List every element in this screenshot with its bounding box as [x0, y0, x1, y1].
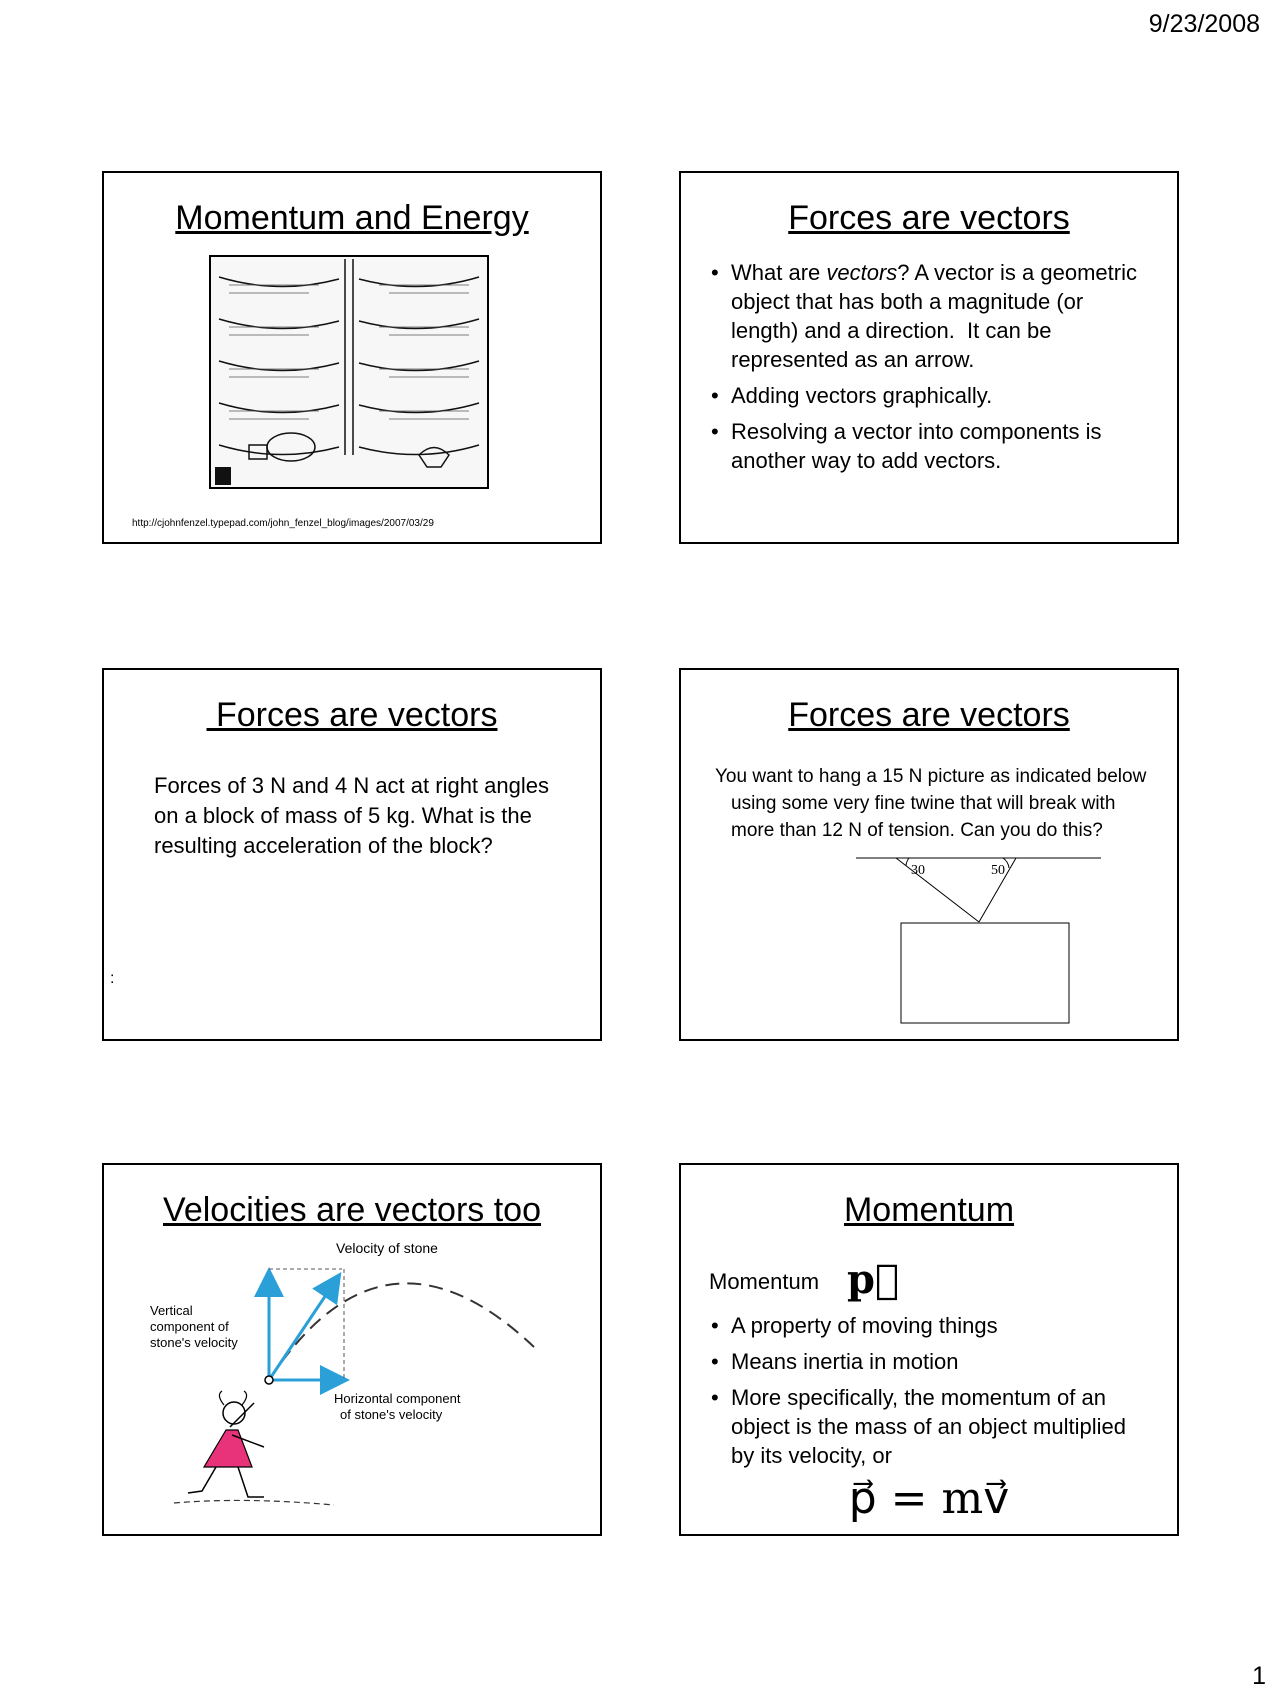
momentum-symbol: p⃗ [847, 1256, 900, 1303]
slide-forces-are-vectors-1 [679, 171, 1179, 544]
page-number: 1 [1252, 1662, 1266, 1690]
margin-marker: : [110, 970, 115, 987]
slide-momentum-and-energy [102, 171, 602, 544]
source-url: http://cjohnfenzel.typepad.com/john_fenzel_blog/images/2007/03/29 [132, 518, 434, 529]
slide-title: Forces are vectors [788, 696, 1070, 734]
bullet-item: • What are vectors? A vector is a geometric object that has both a magnitude (or length) and a direction. It can be represented as an arrow. [711, 258, 1152, 374]
bullet-item: • A property of moving things [711, 1311, 1152, 1340]
girl-figure [174, 1391, 334, 1505]
angle-label-left: 30 [911, 863, 925, 878]
page-date: 9/23/2008 [1148, 10, 1260, 38]
slide-forces-are-vectors-3 [679, 668, 1179, 1041]
label-horizontal: Horizontal component of stone's velocity [334, 1391, 461, 1422]
label-vertical: Vertical component of stone's velocity [150, 1303, 238, 1350]
momentum-label-row [709, 1258, 1177, 1305]
slide-title: Forces are vectors [788, 199, 1070, 237]
problem-text: You want to hang a 15 N picture as indicated below using some very fine twine that will break with more than 12 N of tension. Can you do this? [715, 766, 1147, 841]
bullet-item: • Resolving a vector into components is another way to add vectors. [711, 417, 1152, 475]
momentum-label: Momentum [709, 1268, 820, 1294]
momentum-formula: p⃗ = mv⃗ [848, 1473, 1010, 1524]
bullet-list [681, 1311, 1177, 1470]
slide-title: Momentum [843, 1191, 1015, 1229]
bullet-item: • Means inertia in motion [711, 1347, 1152, 1376]
label-velocity: Velocity of stone [336, 1240, 438, 1256]
slide-velocities-are-vectors [102, 1163, 602, 1536]
cartoon-image [209, 255, 489, 489]
picture-hanging-diagram [681, 820, 1179, 1040]
slide-momentum [679, 1163, 1179, 1536]
problem-text: Forces of 3 N and 4 N act at right angles on a block of mass of 5 kg. What is the resulting acceleration of the block? [154, 773, 549, 858]
slide-title: Velocities are vectors too [163, 1191, 541, 1229]
angle-label-right: 50 [991, 863, 1005, 878]
bullet-item: • Adding vectors graphically. [711, 381, 1152, 410]
projectile-diagram [104, 1235, 602, 1535]
slide-forces-are-vectors-2 [102, 668, 602, 1041]
slide-title: Momentum and Energy [175, 199, 529, 237]
bullet-list [681, 258, 1177, 475]
slide-title: Forces are vectors [206, 696, 498, 734]
bullet-item: • More specifically, the momentum of an object is the mass of an object multiplied by its velocity, or [711, 1383, 1152, 1470]
